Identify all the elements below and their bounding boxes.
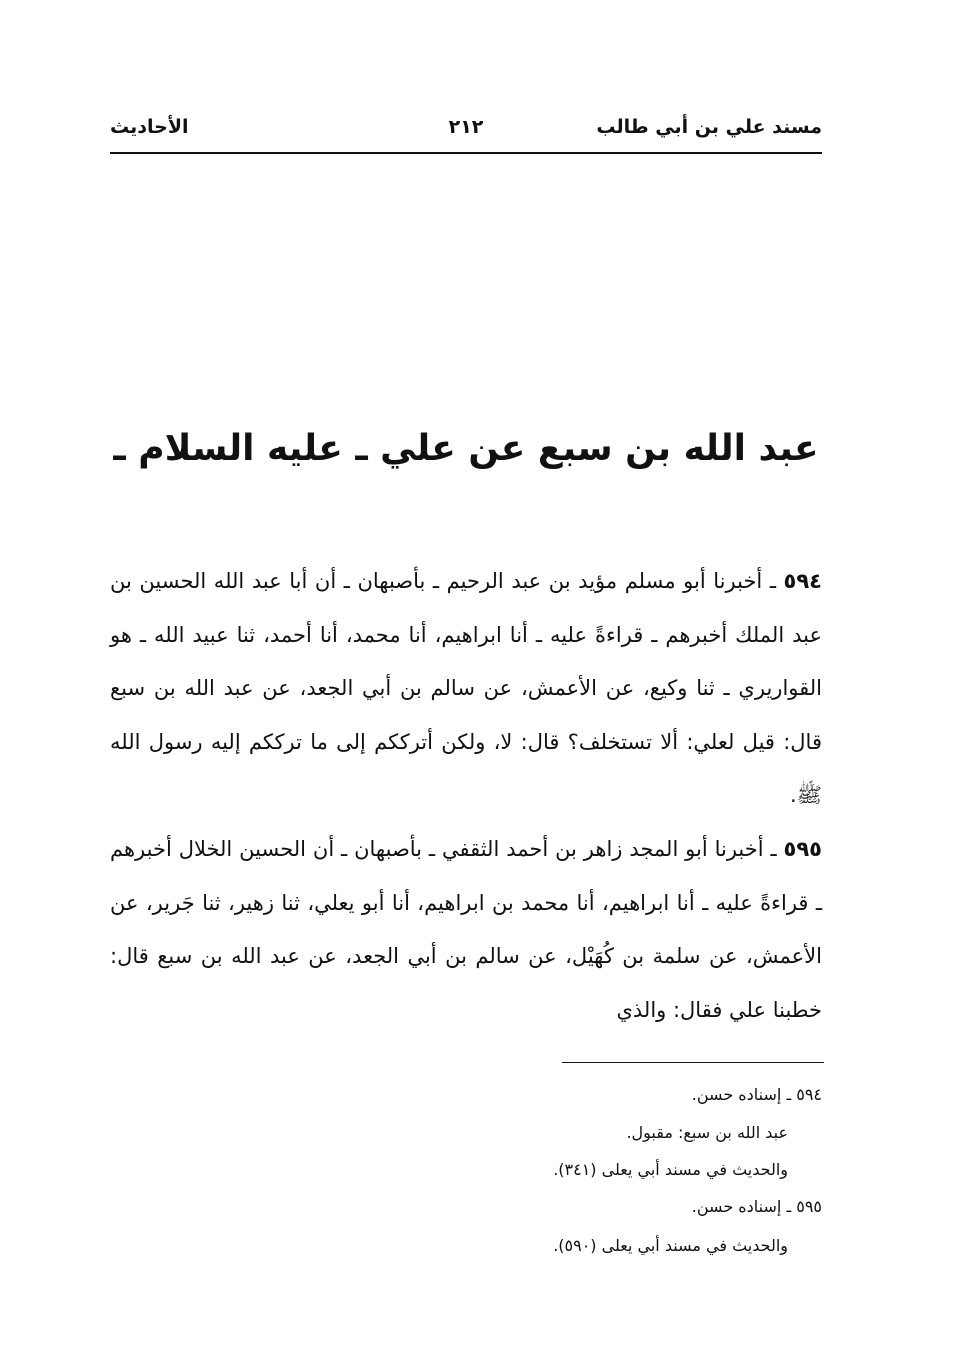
footnote-594-narrator: عبد الله بن سبع: مقبول. [626, 1123, 788, 1142]
section-title: الأحاديث [110, 116, 189, 138]
hadith-594 [110, 555, 822, 823]
running-header [110, 112, 822, 154]
book-title: مسند علي بن أبي طالب [596, 116, 822, 138]
footnote-594-source: والحديث في مسند أبي يعلى (٣٤١). [553, 1160, 788, 1179]
footnote-595-isnad: ٥٩٥ ـ إسناده حسن. [691, 1197, 822, 1216]
chapter-title: عبد الله بن سبع عن علي ـ عليه السلام ـ [113, 428, 819, 469]
hadith-595 [110, 823, 822, 1037]
hadith-text: ـ أخبرنا أبو مسلم مؤيد بن عبد الرحيم ـ بأصبهان ـ أن أبا عبد الله الحسين بن عبد الملك أخبرهم ـ قراءةً عليه ـ أنا ابراهيم، أنا محمد، أنا أحمد، ثنا عبيد الله ـ هو القواريري ـ ثنا وكيع، عن الأعمش، عن سالم بن أبي الجعد، عن عبد الله بن سبع قال: قيل لعلي: ألا تستخلف؟ قال: لا، ولكن أترككم إلى ما ترككم إليه رسول الله ﷺ. [110, 569, 822, 807]
page-number: ٢١٢ [448, 116, 484, 138]
footnote-separator [562, 1062, 824, 1063]
hadith-number: ٥٩٤ [783, 569, 822, 593]
hadith-text: ـ أخبرنا أبو المجد زاهر بن أحمد الثقفي ـ بأصبهان ـ أن الحسين الخلال أخبرهم ـ قراءةً عليه ـ أنا ابراهيم، أنا محمد بن ابراهيم، أنا أبو يعلي، ثنا زهير، ثنا جَرير، عن الأعمش، عن سلمة بن كُهَيْل، عن سالم بن أبي الجعد، عن عبد الله بن سبع قال: خطبنا علي فقال: والذي [110, 837, 822, 1022]
footnote-595-source: والحديث في مسند أبي يعلى (٥٩٠). [553, 1236, 788, 1255]
hadith-number: ٥٩٥ [783, 837, 822, 861]
footnote-594-isnad: ٥٩٤ ـ إسناده حسن. [691, 1085, 822, 1104]
